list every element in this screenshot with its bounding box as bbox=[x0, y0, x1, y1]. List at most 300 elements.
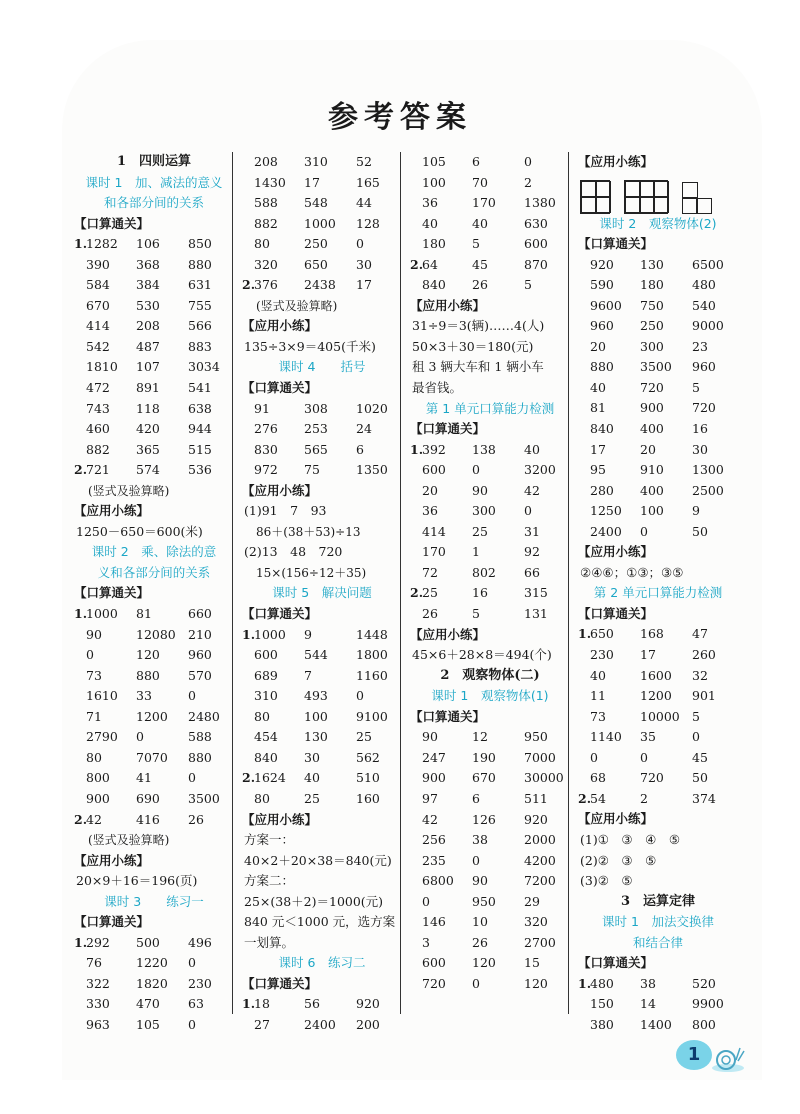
answer-value: 150 bbox=[590, 996, 614, 1012]
column-divider bbox=[232, 152, 233, 1014]
answer-text: 50×3＋30＝180(元) bbox=[412, 338, 534, 354]
answer-value: 1200 bbox=[640, 688, 672, 704]
answer-value: 1282 bbox=[86, 236, 118, 252]
snail-icon bbox=[708, 1040, 748, 1074]
answer-row bbox=[578, 624, 738, 645]
answer-note: 86＋(38＋53)÷13 bbox=[256, 524, 361, 539]
answer-value: 414 bbox=[422, 523, 446, 539]
question-number bbox=[578, 316, 590, 337]
question-number: 1. bbox=[578, 975, 592, 991]
answer-value: 390 bbox=[86, 256, 110, 272]
answer-value: 7200 bbox=[524, 873, 556, 889]
answer-value: 14 bbox=[640, 996, 656, 1012]
answer-row bbox=[242, 686, 402, 707]
answer-row bbox=[74, 296, 234, 317]
answer-value: 574 bbox=[136, 462, 160, 478]
answer-value: 50 bbox=[692, 523, 708, 539]
answer-value: 6 bbox=[472, 790, 480, 806]
exercise-label: 【应用小练】 bbox=[578, 811, 654, 827]
answer-row bbox=[410, 871, 570, 892]
answer-row bbox=[410, 727, 570, 748]
question-number bbox=[578, 481, 590, 502]
question-number bbox=[410, 152, 422, 173]
answer-value: 168 bbox=[640, 626, 664, 642]
question-number bbox=[74, 645, 86, 666]
exercise-label: 【应用小练】 bbox=[578, 154, 654, 169]
answer-value: 0 bbox=[472, 852, 480, 868]
answer-row bbox=[242, 193, 402, 214]
answer-value: 16 bbox=[692, 421, 708, 437]
answer-row bbox=[410, 583, 570, 604]
answer-value: 840 bbox=[254, 749, 278, 765]
answer-row bbox=[578, 974, 738, 995]
answer-value: 0 bbox=[640, 523, 648, 539]
answer-value: 6 bbox=[356, 441, 364, 457]
answer-text: 135÷3×9＝405(千米) bbox=[244, 338, 376, 354]
answer-value: 36 bbox=[422, 195, 438, 211]
answer-row bbox=[410, 789, 570, 810]
answer-value: 0 bbox=[356, 236, 364, 252]
cube-view-icon bbox=[682, 182, 710, 214]
answer-value: 105 bbox=[136, 1016, 160, 1032]
answer-value: 963 bbox=[86, 1016, 110, 1032]
question-number bbox=[242, 234, 254, 255]
answer-value: 880 bbox=[590, 359, 614, 375]
answer-row bbox=[74, 748, 234, 769]
answer-value: 400 bbox=[640, 482, 664, 498]
answer-value: 720 bbox=[422, 975, 446, 991]
answer-value: 562 bbox=[356, 749, 380, 765]
lesson-heading: 课时 3 练习一 bbox=[104, 893, 204, 909]
answer-value: 126 bbox=[472, 811, 496, 827]
answer-value: 310 bbox=[304, 154, 328, 169]
answer-value: 1820 bbox=[136, 975, 168, 991]
answer-value: 584 bbox=[86, 277, 110, 293]
answer-value: 5 bbox=[472, 236, 480, 252]
answer-column-1 bbox=[74, 152, 234, 1036]
answer-value: 590 bbox=[590, 277, 614, 293]
answer-value: 80 bbox=[254, 708, 270, 724]
question-number: 2. bbox=[578, 790, 592, 806]
answer-value: 40 bbox=[472, 215, 488, 231]
answer-row bbox=[74, 789, 234, 810]
question-number: 1. bbox=[242, 996, 256, 1012]
answer-value: 454 bbox=[254, 729, 278, 745]
answer-text: 方案一： bbox=[244, 832, 295, 848]
question-number: 1. bbox=[578, 626, 592, 642]
answer-value: 0 bbox=[188, 1016, 196, 1032]
answer-value: 2700 bbox=[524, 934, 556, 950]
answer-value: 960 bbox=[590, 318, 614, 334]
answer-value: 883 bbox=[188, 338, 212, 354]
question-number bbox=[74, 357, 86, 378]
answer-value: 9100 bbox=[356, 708, 388, 724]
question-number bbox=[410, 871, 422, 892]
answer-value: 292 bbox=[86, 934, 110, 950]
answer-value: 320 bbox=[524, 914, 548, 930]
answer-value: 23 bbox=[692, 338, 708, 354]
answer-value: 190 bbox=[472, 749, 496, 765]
answer-row bbox=[578, 378, 738, 399]
answer-value: 0 bbox=[422, 893, 430, 909]
question-number bbox=[242, 193, 254, 214]
lesson-heading: 课时 2 观察物体(2) bbox=[599, 215, 717, 231]
answer-value: 4200 bbox=[524, 852, 556, 868]
answer-text: 一划算。 bbox=[244, 934, 295, 950]
answer-text: (1)① ③ ④ ⑤ bbox=[580, 831, 681, 847]
exercise-label: 【口算通关】 bbox=[578, 236, 654, 252]
answer-value: 840 bbox=[590, 421, 614, 437]
answer-value: 2 bbox=[524, 174, 532, 190]
answer-value: 650 bbox=[304, 256, 328, 272]
answer-value: 2438 bbox=[304, 277, 336, 293]
answer-value: 2400 bbox=[590, 523, 622, 539]
answer-value: 42 bbox=[86, 811, 102, 827]
answer-row bbox=[410, 768, 570, 789]
question-number: 2. bbox=[74, 462, 88, 478]
answer-row bbox=[410, 481, 570, 502]
answer-value: 100 bbox=[304, 708, 328, 724]
exercise-label: 【口算通关】 bbox=[410, 421, 486, 437]
answer-value: 146 bbox=[422, 914, 446, 930]
answer-value: 40 bbox=[590, 667, 606, 683]
answer-value: 493 bbox=[304, 688, 328, 704]
answer-row bbox=[410, 234, 570, 255]
exercise-label: 【口算通关】 bbox=[74, 914, 150, 930]
answer-row bbox=[410, 173, 570, 194]
question-number bbox=[410, 563, 422, 584]
answer-value: 0 bbox=[188, 955, 196, 971]
question-number bbox=[242, 419, 254, 440]
answer-row bbox=[74, 666, 234, 687]
answer-value: 600 bbox=[422, 462, 446, 478]
answer-row bbox=[74, 337, 234, 358]
answer-value: 755 bbox=[188, 297, 212, 313]
answer-text: 租 3 辆大车和 1 辆小车 bbox=[412, 359, 544, 375]
question-number bbox=[74, 953, 86, 974]
answer-value: 1350 bbox=[356, 462, 388, 478]
answer-value: 25 bbox=[472, 523, 488, 539]
answer-value: 566 bbox=[188, 318, 212, 334]
question-number: 2. bbox=[410, 585, 424, 601]
answer-value: 20 bbox=[422, 482, 438, 498]
question-number: 2. bbox=[242, 770, 256, 786]
answer-value: 1600 bbox=[640, 667, 672, 683]
answer-value: 3500 bbox=[188, 790, 220, 806]
answer-value: 944 bbox=[188, 421, 212, 437]
section-heading: 1 四则运算 bbox=[116, 154, 192, 169]
answer-value: 38 bbox=[640, 975, 656, 991]
answer-value: 891 bbox=[136, 380, 160, 396]
answer-value: 90 bbox=[422, 729, 438, 745]
answer-value: 95 bbox=[590, 462, 606, 478]
answer-value: 1448 bbox=[356, 626, 388, 642]
answer-value: 30 bbox=[356, 256, 372, 272]
answer-value: 91 bbox=[254, 400, 270, 416]
answer-value: 1624 bbox=[254, 770, 286, 786]
exercise-label: 【应用小练】 bbox=[242, 318, 318, 334]
question-number bbox=[410, 604, 422, 625]
answer-value: 107 bbox=[136, 359, 160, 375]
question-number bbox=[74, 727, 86, 748]
answer-value: 480 bbox=[590, 975, 614, 991]
question-number bbox=[578, 994, 590, 1015]
answer-value: 721 bbox=[86, 462, 110, 478]
answer-text: (2)② ③ ⑤ bbox=[580, 852, 657, 868]
answer-value: 470 bbox=[136, 996, 160, 1012]
answer-value: 300 bbox=[472, 503, 496, 519]
question-number bbox=[578, 768, 590, 789]
lesson-heading: 课时 1 加法交换律 bbox=[602, 914, 714, 930]
answer-row bbox=[242, 789, 402, 810]
answer-value: 247 bbox=[422, 749, 446, 765]
answer-row bbox=[242, 255, 402, 276]
lesson-heading: 和各部分间的关系 bbox=[103, 195, 204, 211]
answer-value: 253 bbox=[304, 421, 328, 437]
cube-view-icon bbox=[624, 180, 668, 214]
answer-value: 540 bbox=[692, 297, 716, 313]
question-number bbox=[74, 625, 86, 646]
answer-row bbox=[578, 481, 738, 502]
answer-value: 100 bbox=[422, 174, 446, 190]
answer-row bbox=[410, 748, 570, 769]
answer-value: 30000 bbox=[524, 770, 564, 786]
answer-row bbox=[74, 994, 234, 1015]
question-number bbox=[410, 481, 422, 502]
answer-value: 0 bbox=[188, 770, 196, 786]
answer-value: 548 bbox=[304, 195, 328, 211]
answer-value: 1380 bbox=[524, 195, 556, 211]
answer-value: 588 bbox=[254, 195, 278, 211]
answer-value: 9 bbox=[304, 626, 312, 642]
answer-value: 880 bbox=[188, 749, 212, 765]
answer-value: 0 bbox=[640, 749, 648, 765]
answer-value: 105 bbox=[422, 154, 446, 169]
exercise-label: 【应用小练】 bbox=[74, 503, 150, 519]
question-number bbox=[578, 748, 590, 769]
answer-row bbox=[578, 419, 738, 440]
answer-value: 12080 bbox=[136, 626, 176, 642]
answer-value: 17 bbox=[640, 647, 656, 663]
question-number bbox=[578, 440, 590, 461]
question-number bbox=[74, 1015, 86, 1036]
answer-column-2 bbox=[242, 152, 402, 1036]
answer-value: 500 bbox=[136, 934, 160, 950]
answer-row bbox=[242, 625, 402, 646]
answer-value: 80 bbox=[86, 749, 102, 765]
answer-value: 0 bbox=[524, 503, 532, 519]
answer-row bbox=[74, 234, 234, 255]
answer-value: 1200 bbox=[136, 708, 168, 724]
answer-value: 118 bbox=[136, 400, 160, 416]
question-number bbox=[578, 727, 590, 748]
question-number: 2. bbox=[410, 256, 424, 272]
answer-value: 600 bbox=[524, 236, 548, 252]
answer-value: 720 bbox=[640, 379, 664, 395]
question-number bbox=[410, 768, 422, 789]
answer-row bbox=[578, 707, 738, 728]
answer-value: 750 bbox=[640, 297, 664, 313]
answer-value: 536 bbox=[188, 462, 212, 478]
answer-value: 42 bbox=[524, 482, 540, 498]
answer-value: 120 bbox=[472, 955, 496, 971]
answer-text: 45×6＋28×8＝494(个) bbox=[412, 647, 552, 663]
answer-value: 900 bbox=[422, 770, 446, 786]
answer-value: 0 bbox=[356, 688, 364, 704]
answer-value: 1800 bbox=[356, 647, 388, 663]
answer-value: 70 bbox=[472, 174, 488, 190]
question-number bbox=[74, 707, 86, 728]
answer-value: 260 bbox=[692, 647, 716, 663]
answer-row bbox=[578, 994, 738, 1015]
answer-value: 63 bbox=[188, 996, 204, 1012]
answer-value: 376 bbox=[254, 277, 278, 293]
answer-value: 40 bbox=[304, 770, 320, 786]
answer-value: 30 bbox=[304, 749, 320, 765]
exercise-label: 【口算通关】 bbox=[578, 955, 654, 971]
answer-text: 1250－650＝600(米) bbox=[76, 523, 203, 539]
answer-value: 6 bbox=[472, 154, 480, 169]
answer-value: 5 bbox=[472, 606, 480, 622]
answer-value: 20 bbox=[640, 441, 656, 457]
answer-value: 40 bbox=[422, 215, 438, 231]
question-number bbox=[74, 296, 86, 317]
answer-value: 25 bbox=[356, 729, 372, 745]
exercise-label: 【口算通关】 bbox=[242, 606, 318, 622]
answer-value: 565 bbox=[304, 441, 328, 457]
answer-row bbox=[74, 378, 234, 399]
answer-value: 384 bbox=[136, 277, 160, 293]
answer-value: 16 bbox=[472, 585, 488, 601]
question-number bbox=[242, 1015, 254, 1036]
answer-value: 45 bbox=[692, 749, 708, 765]
answer-value: 3034 bbox=[188, 359, 220, 375]
answer-value: 276 bbox=[254, 421, 278, 437]
answer-value: 670 bbox=[86, 297, 110, 313]
answer-value: 76 bbox=[86, 955, 102, 971]
answer-row bbox=[74, 460, 234, 481]
answer-value: 800 bbox=[692, 1016, 716, 1032]
answer-row bbox=[74, 440, 234, 461]
question-number bbox=[410, 542, 422, 563]
answer-value: 73 bbox=[590, 708, 606, 724]
answer-row bbox=[74, 625, 234, 646]
question-number bbox=[578, 357, 590, 378]
answer-row bbox=[578, 275, 738, 296]
answer-text: 25×(38＋2)＝1000(元) bbox=[244, 893, 384, 909]
question-number bbox=[242, 460, 254, 481]
answer-value: 90 bbox=[86, 626, 102, 642]
answer-text: 20×9＋16＝196(页) bbox=[76, 873, 198, 889]
answer-value: 310 bbox=[254, 688, 278, 704]
answer-value: 9 bbox=[692, 503, 700, 519]
answer-text: (3)② ⑤ bbox=[580, 873, 633, 889]
answer-value: 900 bbox=[640, 400, 664, 416]
answer-value: 25 bbox=[304, 790, 320, 806]
question-number bbox=[578, 707, 590, 728]
question-number: 1. bbox=[74, 606, 88, 622]
answer-row bbox=[578, 1015, 738, 1036]
answer-value: 1160 bbox=[356, 667, 388, 683]
answer-value: 1810 bbox=[86, 359, 118, 375]
answer-value: 511 bbox=[524, 790, 548, 806]
question-number bbox=[578, 501, 590, 522]
answer-value: 42 bbox=[422, 811, 438, 827]
answer-row bbox=[410, 275, 570, 296]
question-number bbox=[410, 193, 422, 214]
answer-value: 36 bbox=[422, 503, 438, 519]
question-number bbox=[578, 275, 590, 296]
answer-value: 880 bbox=[188, 256, 212, 272]
answer-value: 870 bbox=[524, 256, 548, 272]
question-number bbox=[242, 707, 254, 728]
lesson-heading: 课时 1 观察物体(1) bbox=[431, 688, 549, 704]
answer-value: 35 bbox=[640, 729, 656, 745]
answer-row bbox=[578, 316, 738, 337]
answer-value: 1000 bbox=[254, 626, 286, 642]
answer-value: 50 bbox=[692, 770, 708, 786]
answer-value: 20 bbox=[590, 338, 606, 354]
answer-value: 73 bbox=[86, 667, 102, 683]
answer-text: ②④⑥；①③；③⑤ bbox=[580, 564, 684, 580]
answer-value: 960 bbox=[692, 359, 716, 375]
answer-text: 40×2＋20×38＝840(元) bbox=[244, 852, 392, 868]
answer-value: 24 bbox=[356, 421, 372, 437]
answer-value: 17 bbox=[356, 277, 372, 293]
question-number bbox=[242, 255, 254, 276]
question-number bbox=[74, 255, 86, 276]
answer-row bbox=[410, 563, 570, 584]
answer-value: 250 bbox=[304, 236, 328, 252]
answer-value: 97 bbox=[422, 790, 438, 806]
question-number bbox=[578, 522, 590, 543]
answer-row bbox=[410, 501, 570, 522]
question-number bbox=[410, 522, 422, 543]
answer-row bbox=[578, 440, 738, 461]
answer-row bbox=[578, 501, 738, 522]
answer-value: 30 bbox=[692, 441, 708, 457]
answer-value: 100 bbox=[640, 503, 664, 519]
answer-value: 472 bbox=[86, 380, 110, 396]
answer-value: 0 bbox=[86, 647, 94, 663]
answer-value: 11 bbox=[590, 688, 606, 704]
answer-value: 972 bbox=[254, 462, 278, 478]
question-number: 1. bbox=[74, 934, 88, 950]
answer-value: 9600 bbox=[590, 297, 622, 313]
answer-row bbox=[242, 666, 402, 687]
answer-row bbox=[578, 686, 738, 707]
answer-value: 40 bbox=[590, 379, 606, 395]
answer-row bbox=[74, 316, 234, 337]
question-number bbox=[578, 460, 590, 481]
answer-value: 631 bbox=[188, 277, 212, 293]
question-number bbox=[74, 748, 86, 769]
exercise-label: 【口算通关】 bbox=[410, 708, 486, 724]
answer-value: 128 bbox=[356, 215, 380, 231]
answer-row bbox=[410, 604, 570, 625]
answer-value: 1000 bbox=[86, 606, 118, 622]
question-number bbox=[410, 810, 422, 831]
answer-value: 400 bbox=[640, 421, 664, 437]
answer-row bbox=[242, 707, 402, 728]
answer-row bbox=[74, 357, 234, 378]
question-number bbox=[242, 173, 254, 194]
answer-row bbox=[410, 953, 570, 974]
section-heading: 3 运算定律 bbox=[620, 893, 696, 909]
answer-text: 方案二： bbox=[244, 873, 295, 889]
answer-value: 7070 bbox=[136, 749, 168, 765]
question-number bbox=[410, 974, 422, 995]
